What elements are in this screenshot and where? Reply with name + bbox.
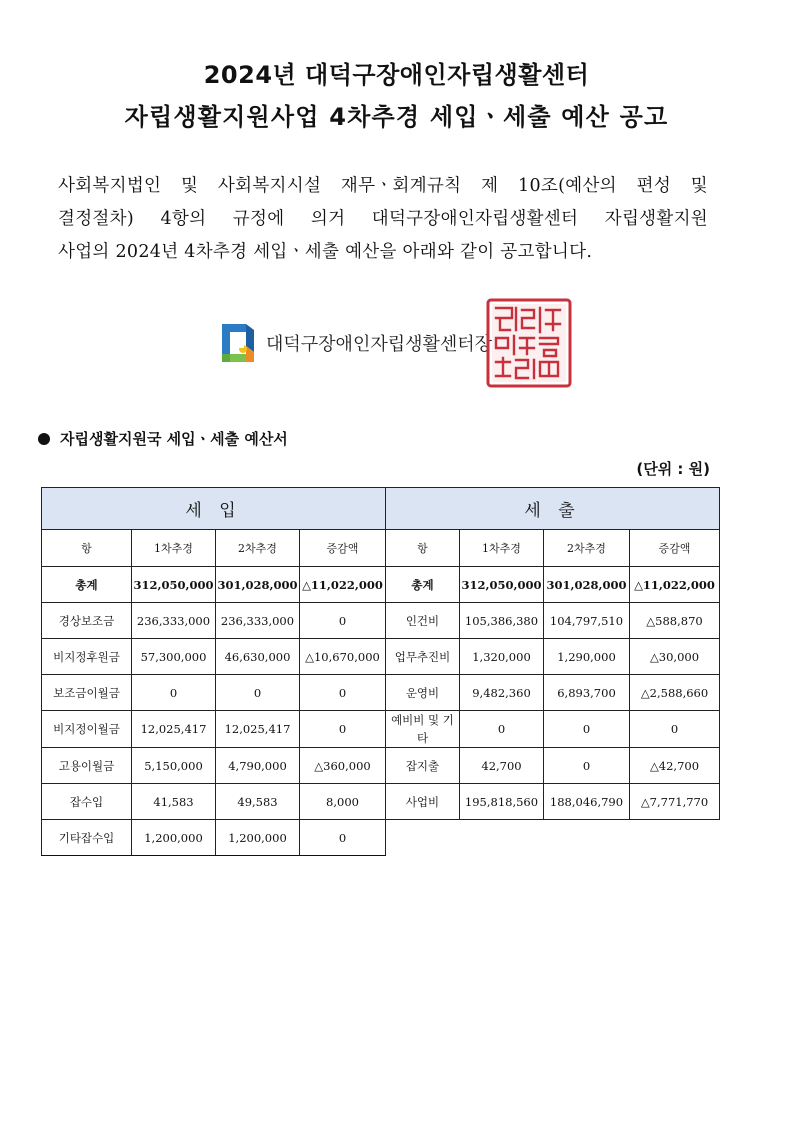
unit-label: (단위 : 원): [636, 460, 710, 478]
column-header: 항: [386, 530, 460, 567]
table-cell: 312,050,000: [132, 567, 216, 603]
table-cell: 12,025,417: [132, 711, 216, 748]
table-cell: 1,200,000: [132, 820, 216, 856]
intro-line-3: 사업의 2024년 4차추경 세입ㆍ세출 예산을 아래와 같이 공고합니다.: [58, 242, 593, 262]
table-cell: 고용이월금: [42, 748, 132, 784]
table-row: [42, 675, 720, 711]
table-row: [42, 784, 720, 820]
table-cell: 0: [544, 748, 630, 784]
table-cell: 0: [132, 675, 216, 711]
table-cell: 312,050,000: [460, 567, 544, 603]
table-cell: 42,700: [460, 748, 544, 784]
table-cell: △10,670,000: [300, 639, 386, 675]
document-title-line2: 자립생활지원사업 4차추경 세입ㆍ세출 예산 공고: [124, 103, 669, 131]
intro-paragraph: [58, 170, 708, 269]
table-cell: △360,000: [300, 748, 386, 784]
document-title-line1: 2024년 대덕구장애인자립생활센터: [203, 61, 590, 89]
table-row: [42, 639, 720, 675]
table-row: [42, 603, 720, 639]
table-cell: △11,022,000: [300, 567, 386, 603]
empty-cell: [386, 820, 720, 856]
budget-table: [41, 487, 720, 856]
table-cell: 9,482,360: [460, 675, 544, 711]
table-cell: 0: [300, 711, 386, 748]
table-row-total: [42, 567, 720, 603]
official-seal-stamp: [486, 298, 572, 388]
bullet-icon: [38, 433, 50, 445]
table-cell: 총계: [42, 567, 132, 603]
table-cell: △42,700: [630, 748, 720, 784]
organization-signature: [214, 318, 492, 368]
table-cell: 업무추진비: [386, 639, 460, 675]
column-header: 증감액: [630, 530, 720, 567]
table-cell: 1,200,000: [216, 820, 300, 856]
table-cell: 1,320,000: [460, 639, 544, 675]
intro-line-2: 결정절차) 4항의 규정에 의거 대덕구장애인자립생활센터 자립생활지원: [58, 209, 708, 229]
table-cell: 보조금이월금: [42, 675, 132, 711]
table-cell: △588,870: [630, 603, 720, 639]
center-logo-icon: [214, 318, 258, 368]
table-cell: 경상보조금: [42, 603, 132, 639]
expense-header: 세 출: [386, 488, 720, 530]
table-row: [42, 820, 720, 856]
table-cell: 총계: [386, 567, 460, 603]
table-cell: 잡지출: [386, 748, 460, 784]
table-cell: △7,771,770: [630, 784, 720, 820]
table-cell: 기타잡수입: [42, 820, 132, 856]
table-cell: 비지정후원금: [42, 639, 132, 675]
table-cell: 1,290,000: [544, 639, 630, 675]
table-cell: △2,588,660: [630, 675, 720, 711]
table-cell: 188,046,790: [544, 784, 630, 820]
table-cell: 8,000: [300, 784, 386, 820]
table-cell: 운영비: [386, 675, 460, 711]
table-cell: 49,583: [216, 784, 300, 820]
table-cell: 0: [300, 603, 386, 639]
table-cell: 236,333,000: [132, 603, 216, 639]
table-cell: 301,028,000: [544, 567, 630, 603]
organization-name: 대덕구장애인자립생활센터장: [266, 334, 493, 355]
table-row: [42, 748, 720, 784]
column-header-row: [42, 530, 720, 567]
table-row: [42, 711, 720, 748]
table-cell: 57,300,000: [132, 639, 216, 675]
table-cell: 301,028,000: [216, 567, 300, 603]
table-cell: 0: [460, 711, 544, 748]
section-heading: [38, 428, 288, 449]
table-cell: 0: [300, 820, 386, 856]
table-cell: 41,583: [132, 784, 216, 820]
table-cell: 4,790,000: [216, 748, 300, 784]
column-header: 1차추경: [132, 530, 216, 567]
table-cell: 0: [216, 675, 300, 711]
column-header: 2차추경: [216, 530, 300, 567]
table-cell: 잡수입: [42, 784, 132, 820]
intro-line-1: 사회복지법인 및 사회복지시설 재무ㆍ회계규칙 제 10조(예산의 편성 및: [58, 176, 708, 196]
table-cell: △11,022,000: [630, 567, 720, 603]
table-cell: 0: [300, 675, 386, 711]
table-cell: △30,000: [630, 639, 720, 675]
table-cell: 0: [544, 711, 630, 748]
table-cell: 예비비 및 기타: [386, 711, 460, 748]
table-cell: 비지정이월금: [42, 711, 132, 748]
revenue-header: 세 입: [42, 488, 386, 530]
table-cell: 236,333,000: [216, 603, 300, 639]
table-cell: 인건비: [386, 603, 460, 639]
table-cell: 6,893,700: [544, 675, 630, 711]
table-cell: 46,630,000: [216, 639, 300, 675]
table-cell: 0: [630, 711, 720, 748]
table-cell: 사업비: [386, 784, 460, 820]
column-header: 2차추경: [544, 530, 630, 567]
column-header: 1차추경: [460, 530, 544, 567]
table-cell: 195,818,560: [460, 784, 544, 820]
table-cell: 105,386,380: [460, 603, 544, 639]
section-title: 자립생활지원국 세입ㆍ세출 예산서: [60, 430, 288, 448]
table-cell: 5,150,000: [132, 748, 216, 784]
table-cell: 12,025,417: [216, 711, 300, 748]
column-header: 항: [42, 530, 132, 567]
table-cell: 104,797,510: [544, 603, 630, 639]
column-header: 증감액: [300, 530, 386, 567]
